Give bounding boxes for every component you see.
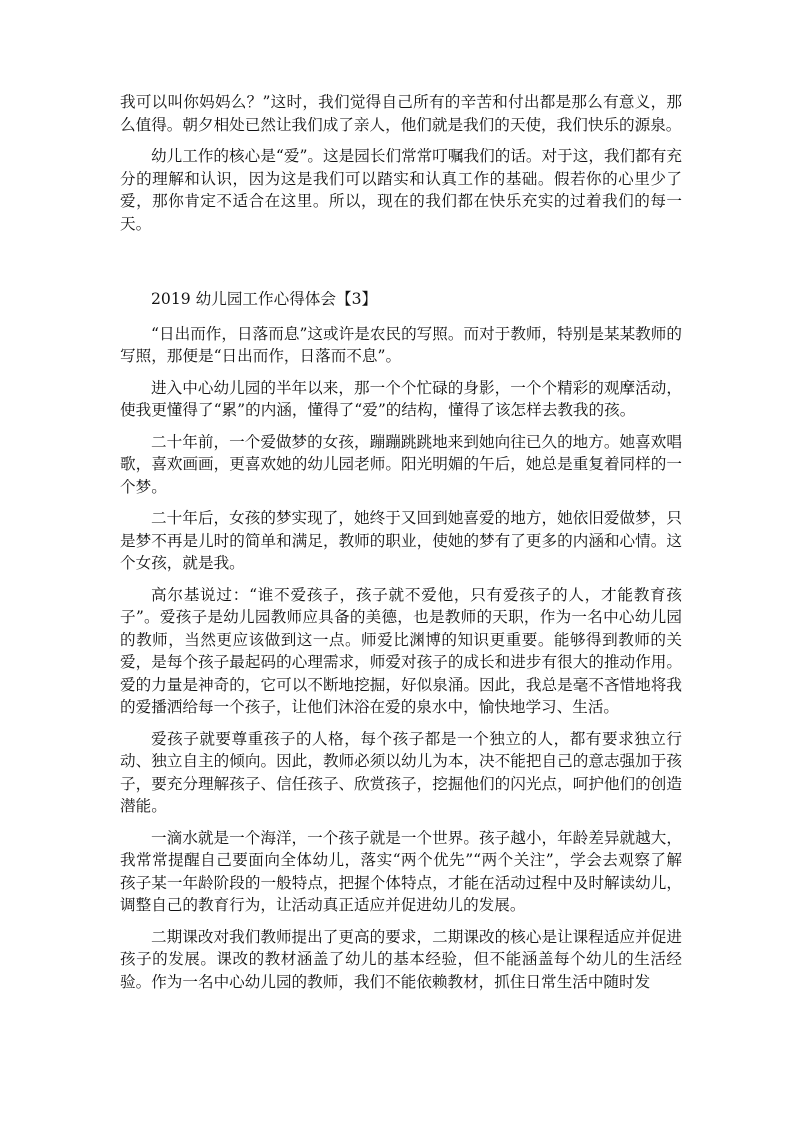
- paragraph: 进入中心幼儿园的半年以来，那一个个忙碌的身影，一个个精彩的观摩活动，使我更懂得了“累”的内涵，懂得了“爱”的结构，懂得了该怎样去教我的孩。: [120, 378, 682, 419]
- paragraph: 我可以叫你妈妈么？”这时，我们觉得自己所有的辛苦和付出都是那么有意义，那么值得。朝夕相处已然让我们成了亲人，他们就是我们的天使，我们快乐的源泉。: [120, 93, 682, 134]
- paragraph: “日出而作，日落而息”这或许是农民的写照。而对于教师，特别是某某教师的写照，那便是“日出而作，日落而不息”。: [120, 324, 682, 365]
- paragraph: 二十年前，一个爱做梦的女孩，蹦蹦跳跳地来到她向往已久的地方。她喜欢唱歌，喜欢画画，更喜欢她的幼儿园老师。阳光明媚的午后，她总是重复着同样的一个梦。: [120, 432, 682, 496]
- paragraph: 二期课改对我们教师提出了更高的要求，二期课改的核心是让课程适应并促进孩子的发展。课改的教材涵盖了幼儿的基本经验，但不能涵盖每个幼儿的生活经验。作为一名中心幼儿园的教师，我们不能依赖教材，抓住日常生活中随时发: [120, 927, 682, 991]
- paragraph: 爱孩子就要尊重孩子的人格，每个孩子都是一个独立的人，都有要求独立行动、独立自主的倾向。因此，教师必须以幼儿为本，决不能把自己的意志强加于孩子，要充分理解孩子、信任孩子、欣赏孩子，挖掘他们的闪光点，呵护他们的创造潜能。: [120, 729, 682, 815]
- paragraph: 高尔基说过：“谁不爱孩子，孩子就不爱他，只有爱孩子的人，才能教育孩子”。爱孩子是幼儿园教师应具备的美德，也是教师的天职，作为一名中心幼儿园的教师，当然更应该做到这一点。师爱比渊博的知识更重要。能够得到教师的关爱，是每个孩子最起码的心理需求，师爱对孩子的成长和进步有很大的推动作用。爱的力量是神奇的，它可以不断地挖掘，好似泉涌。因此，我总是毫不吝惜地将我的爱播洒给每一个孩子，让他们沐浴在爱的泉水中，愉快地学习、生活。: [120, 585, 682, 716]
- section-spacer: [120, 244, 682, 288]
- document-body: [120, 91, 682, 1002]
- paragraph: 幼儿工作的核心是“爱”。这是园长们常常叮嘱我们的话。对于这，我们都有充分的理解和认识，因为这是我们可以踏实和认真工作的基础。假若你的心里少了爱，那你肯定不适合在这里。所以，现在的我们都在快乐充实的过着我们的每一天。: [120, 147, 682, 233]
- paragraph: 一滴水就是一个海洋，一个孩子就是一个世界。孩子越小，年龄差异就越大，我常常提醒自己要面向全体幼儿，落实“两个优先”“两个关注”，学会去观察了解孩子某一年龄阶段的一般特点，把握个体特点，才能在活动过程中及时解读幼儿，调整自己的教育行为，让活动真正适应并促进幼儿的发展。: [120, 828, 682, 914]
- paragraph: 二十年后，女孩的梦实现了，她终于又回到她喜爱的地方，她依旧爱做梦，只是梦不再是儿时的简单和满足，教师的职业，使她的梦有了更多的内涵和心情。这个女孩，就是我。: [120, 509, 682, 572]
- section-heading: 2019 幼儿园工作心得体会【3】: [151, 290, 378, 308]
